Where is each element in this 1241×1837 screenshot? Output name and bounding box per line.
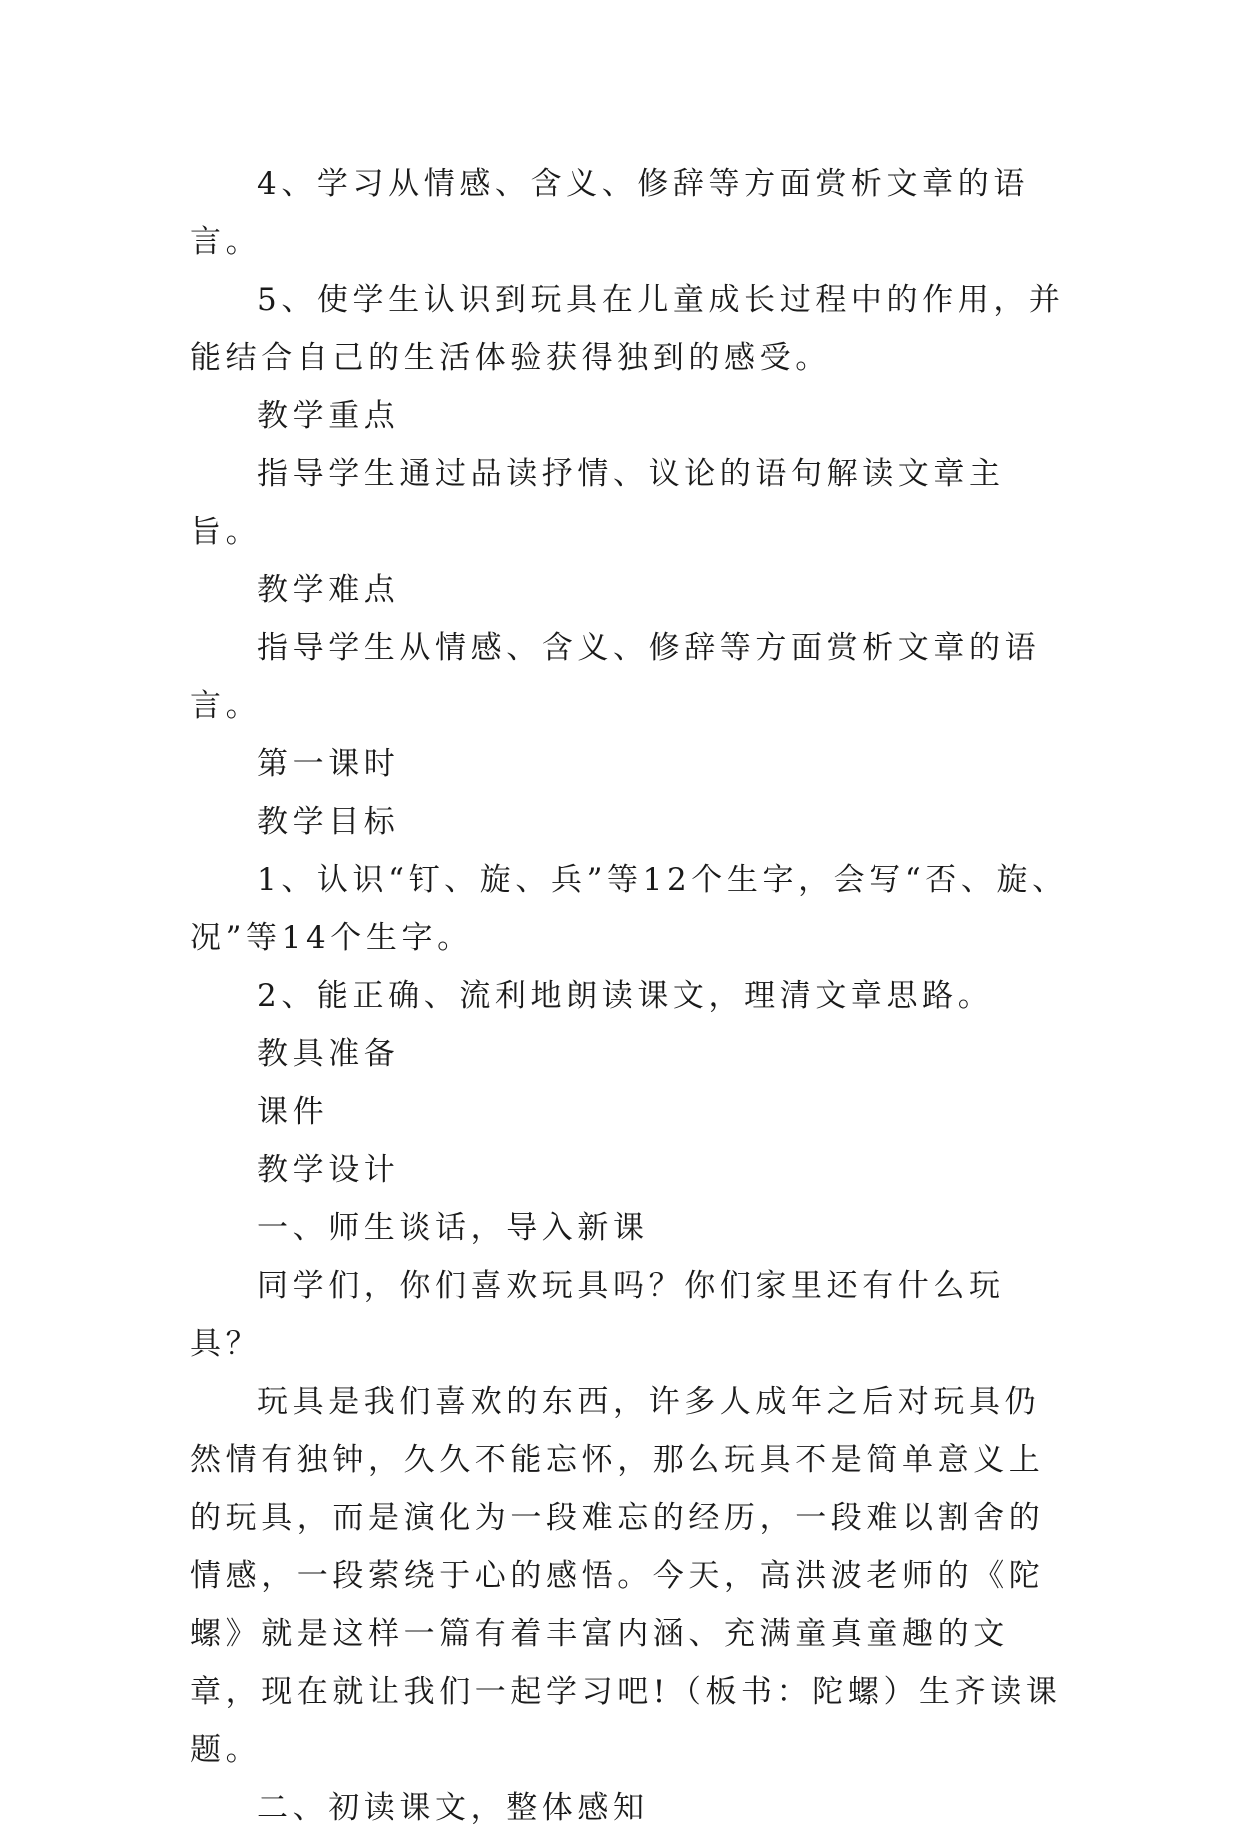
paragraph-objective-5: 5、使学生认识到玩具在儿童成长过程中的作用，并能结合自己的生活体验获得独到的感受。 bbox=[190, 282, 1065, 376]
heading-materials: 教具准备 bbox=[257, 1036, 400, 1072]
paragraph-introduction: 玩具是我们喜欢的东西，许多人成年之后对玩具仍然情有独钟，久久不能忘怀，那么玩具不是简单意义上的玩具，而是演化为一段难忘的经历，一段难以割舍的情感，一段萦绕于心的感悟。今天，高洪波老师的《陀螺》就是这样一篇有着丰富内涵、充满童真童趣的文章，现在就让我们一起学习吧!（板书：陀螺）生齐读课题。 bbox=[190, 1384, 1062, 1768]
paragraph-objective-2: 2、能正确、流利地朗读课文，理清文章思路。 bbox=[257, 978, 994, 1014]
paragraph-objective-1: 1、认识“钉、旋、兵”等12个生字，会写“否、旋、况”等14个生字。 bbox=[190, 862, 1068, 956]
paragraph-objective-4: 4、学习从情感、含义、修辞等方面赏析文章的语言。 bbox=[190, 166, 1029, 260]
paragraph-materials: 课件 bbox=[257, 1094, 329, 1130]
paragraph-question: 同学们，你们喜欢玩具吗？你们家里还有什么玩具？ bbox=[190, 1268, 1005, 1362]
heading-first-lesson: 第一课时 bbox=[257, 746, 400, 782]
document-body bbox=[190, 155, 1070, 1837]
heading-design: 教学设计 bbox=[257, 1152, 400, 1188]
heading-step-two: 二、初读课文，整体感知 bbox=[257, 1790, 649, 1826]
heading-difficulties: 教学难点 bbox=[257, 572, 400, 608]
heading-objectives: 教学目标 bbox=[257, 804, 400, 840]
heading-step-one: 一、师生谈话，导入新课 bbox=[257, 1210, 649, 1246]
heading-key-points: 教学重点 bbox=[257, 398, 400, 434]
paragraph-key-points: 指导学生通过品读抒情、议论的语句解读文章主旨。 bbox=[190, 456, 1005, 550]
paragraph-difficulties: 指导学生从情感、含义、修辞等方面赏析文章的语言。 bbox=[190, 630, 1041, 724]
